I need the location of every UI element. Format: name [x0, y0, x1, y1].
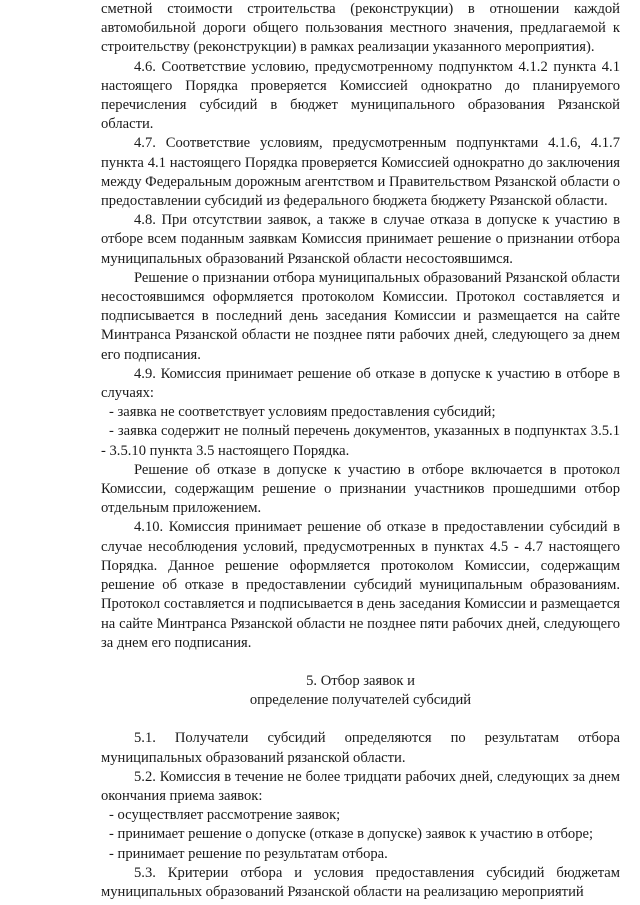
- paragraph-5-1: 5.1. Получатели субсидий определяются по результатам отбора муниципальных образований рязанской области.: [101, 730, 620, 766]
- document-page: [101, 0, 620, 902]
- paragraph-4-9: 4.9. Комиссия принимает решение об отказе в допуске к участию в отборе в случаях:: [101, 365, 620, 402]
- paragraph-4-6: 4.6. Соответствие условию, предусмотренному подпунктом 4.1.2 пункта 4.1 настоящего Порядка проверяется Комиссией однократно до планируемого перечисления субсидий в бюджет муниципального образования Рязанской области.: [101, 58, 620, 133]
- list-item-refusal-reason: - заявка не соответствует условиям предоставления субсидий;: [109, 404, 496, 421]
- paragraph-refusal-protocol: Решение об отказе в допуске к участию в отборе включается в протокол Комиссии, содержащим решение о признании участников прошедшими отбор отдельным приложением.: [101, 461, 620, 517]
- paragraph-4-8: 4.8. При отсутствии заявок, а также в случае отказа в допуске к участию в отборе всем поданным заявкам Комиссия принимает решение о признании отбора муниципальных образований Рязанской области несостоявшимся.: [101, 212, 620, 267]
- section-title-line2: определение получателей субсидий: [249, 692, 472, 709]
- spacer: [101, 710, 620, 729]
- paragraph-5-3: 5.3. Критерии отбора и условия предоставления субсидий бюджетам муниципальных образований Рязанской области на реализацию мероприятий: [101, 864, 620, 900]
- list-item-commission-action: - осуществляет рассмотрение заявок;: [109, 807, 341, 824]
- list-item-commission-action: - принимает решение по результатам отбора.: [109, 845, 388, 862]
- paragraph-4-7: 4.7. Соответствие условиям, предусмотренным подпунктами 4.1.6, 4.1.7 пункта 4.1 настоящего Порядка проверяется Комиссией однократно до заключения между Федеральным дорожным агентством и Правительством Рязанской области о предоставлении субсидий из федерального бюджета бюджету Рязанской области.: [101, 135, 620, 210]
- spacer: [101, 653, 620, 672]
- paragraph-cost-continuation: сметной стоимости строительства (реконструкции) в отношении каждой автомобильной дороги общего пользования местного значения, предлагаемой к строительству (реконструкции) в рамках реализации указанного мероприятия).: [101, 1, 620, 56]
- paragraph-failed-selection-decision: Решение о признании отбора муниципальных образований Рязанской области несостоявшимся оформляется протоколом Комиссии. Протокол составляется и подписывается в последний день заседания Комиссии и размещается на сайте Минтранса Рязанской области не позднее пяти рабочих дней, следующего за днем его подписания.: [101, 269, 620, 363]
- section-title-line1: 5. Отбор заявок и: [306, 672, 415, 689]
- list-item-refusal-reason: - заявка содержит не полный перечень документов, указанных в подпунктах 3.5.1 - 3.5.10 пункта 3.5 настоящего Порядка.: [101, 423, 620, 459]
- paragraph-5-2: 5.2. Комиссия в течение не более тридцати рабочих дней, следующих за днем окончания приема заявок:: [101, 768, 620, 804]
- list-item-commission-action: - принимает решение о допуске (отказе в допуске) заявок к участию в отборе;: [109, 826, 594, 843]
- paragraph-4-10: 4.10. Комиссия принимает решение об отказе в предоставлении субсидий в случае несоблюдения условий, предусмотренных в пунктах 4.5 - 4.7 настоящего Порядка. Данное решение оформляется протоколом Комиссии, содержащим решение об отказе в предоставлении субсидий муниципальным образованиям. Протокол составляется и подписывается в день заседания Комиссии и размещается на сайте Минтранса Рязанской области не позднее пяти рабочих дней, следующего за днем его подписания.: [101, 519, 620, 651]
